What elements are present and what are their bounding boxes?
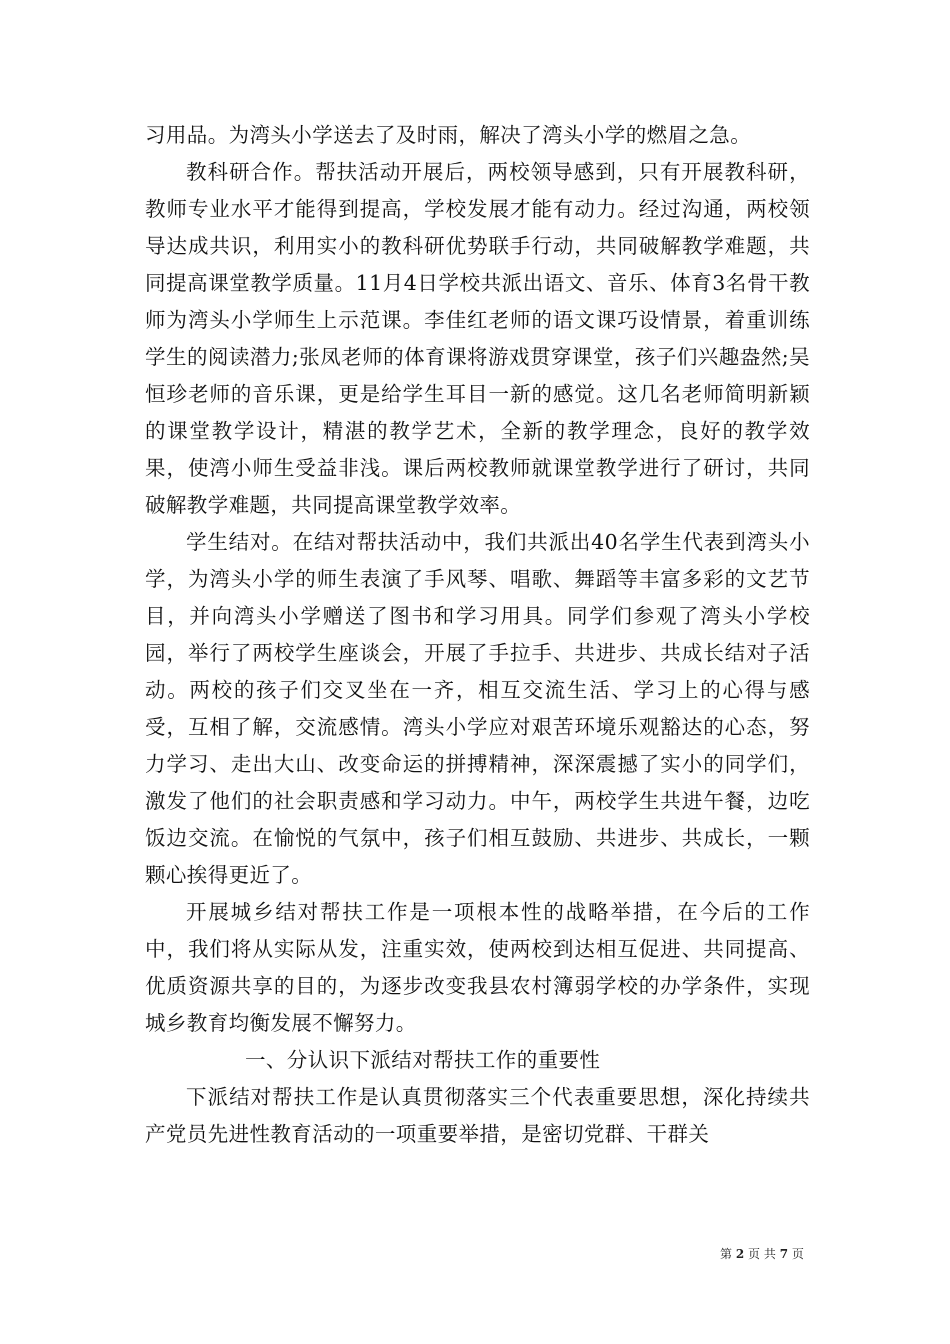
section-heading: 一、分认识下派结对帮扶工作的重要性 xyxy=(245,1048,601,1072)
paragraph-1: 习用品。为湾头小学送去了及时雨，解决了湾头小学的燃眉之急。 xyxy=(145,123,752,147)
footer-prefix: 第 xyxy=(720,1247,733,1261)
footer-middle: 页 共 xyxy=(748,1247,776,1261)
footer-suffix: 页 xyxy=(791,1247,804,1261)
footer-current-page: 2 xyxy=(735,1247,745,1261)
paragraph-2: 教科研合作。帮扶活动开展后，两校领导感到，只有开展教科研，教师专业水平才能得到提高，学校发展才能有动力。经过沟通，两校领导达成共识，利用实小的教科研优势联手行动，共同破解教学难题，共同提高课堂教学质量。11月4日学校共派出语文、音乐、体育3名骨干教师为湾头小学师生上示范课。李佳红老师的语文课巧设情景，着重训练学生的阅读潜力;张凤老师的体育课将游戏贯穿课堂，孩子们兴趣盎然;吴恒珍老师的音乐课，更是给学生耳目一新的感觉。这几名老师简明新颖的课堂教学设计，精湛的教学艺术，全新的教学理念，良好的教学效果，使湾小师生受益非浅。课后两校教师就课堂教学进行了研讨，共同破解教学难题，共同提高课堂教学效率。 xyxy=(145,160,810,517)
page-footer xyxy=(720,1246,804,1262)
document-body xyxy=(145,117,810,1153)
footer-total-pages: 7 xyxy=(779,1247,789,1261)
paragraph-3: 学生结对。在结对帮扶活动中，我们共派出40名学生代表到湾头小学，为湾头小学的师生表演了手风琴、唱歌、舞蹈等丰富多彩的文艺节目，并向湾头小学赠送了图书和学习用具。同学们参观了湾头小学校园，举行了两校学生座谈会，开展了手拉手、共进步、共成长结对子活动。两校的孩子们交叉坐在一齐，相互交流生活、学习上的心得与感受，互相了解，交流感情。湾头小学应对艰苦环境乐观豁达的心态，努力学习、走出大山、改变命运的拼搏精神，深深震撼了实小的同学们，激发了他们的社会职责感和学习动力。中午，两校学生共进午餐，边吃饭边交流。在愉悦的气氛中，孩子们相互鼓励、共进步、共成长，一颗颗心挨得更近了。 xyxy=(145,530,810,887)
paragraph-4: 开展城乡结对帮扶工作是一项根本性的战略举措，在今后的工作中，我们将从实际从发，注重实效，使两校到达相互促进、共同提高、优质资源共享的目的，为逐步改变我县农村簿弱学校的办学条件，实现城乡教育均衡发展不懈努力。 xyxy=(145,900,810,1035)
paragraph-5: 下派结对帮扶工作是认真贯彻落实三个代表重要思想，深化持续共产党员先进性教育活动的一项重要举措，是密切党群、干群关 xyxy=(145,1085,810,1146)
